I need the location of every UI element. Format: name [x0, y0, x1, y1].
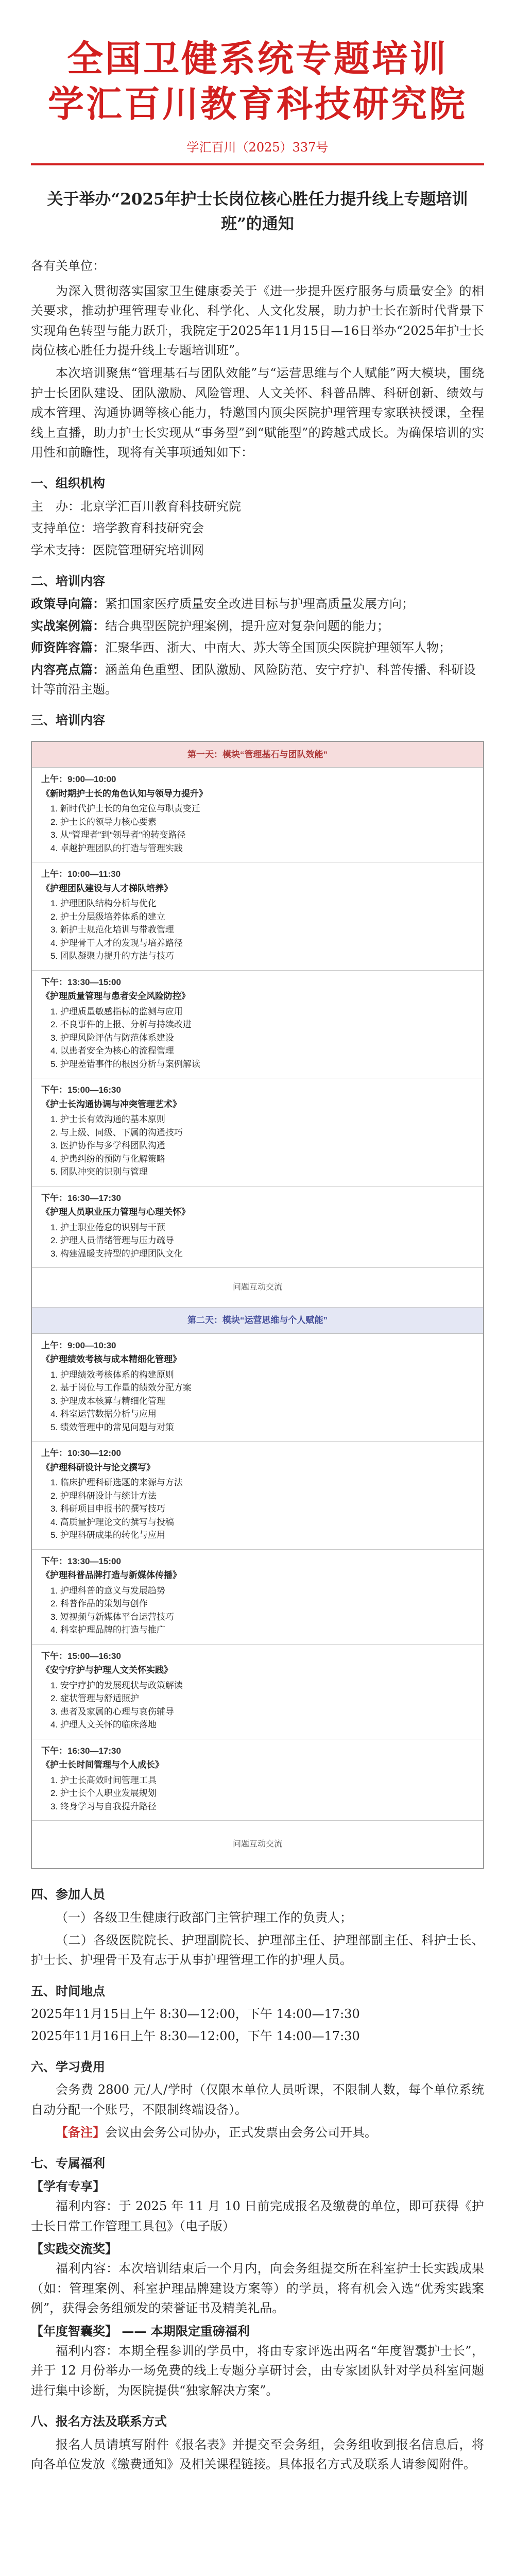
day1-band: 第一天：模块“管理基石与团队效能”: [32, 742, 483, 768]
day1-modules: [32, 768, 483, 1268]
notice-title: 关于举办“2025年护士长岗位核心胜任力提升线上专题培训班”的通知: [47, 190, 468, 234]
module-item: 1. 护士长有效沟通的基本原则: [50, 1114, 165, 1125]
section-heading-registration: 八、报名方法及联系方式: [31, 2414, 167, 2429]
module-item: 4. 卓越护理团队的打造与管理实践: [50, 843, 183, 853]
schedule-module: [32, 1078, 483, 1187]
greeting: 各有关单位：: [31, 259, 105, 274]
interaction-break: 问题互动交流: [32, 1268, 483, 1308]
module-item: 2. 科普作品的策划与创作: [50, 1599, 148, 1609]
module-time: 上午：10:30—12:00: [41, 1448, 121, 1459]
content-row: [31, 638, 484, 657]
module-item: 3. 新护士规范化培训与带教管理: [50, 925, 174, 935]
module-item: 5. 团队凝聚力提升的方法与技巧: [50, 951, 174, 961]
schedule-table: [31, 741, 484, 1870]
module-item: 1. 临床护理科研选题的来源与方法: [50, 1478, 183, 1488]
document-number: 学汇百川（2025）337号: [186, 140, 329, 155]
module-item: 1. 护理绩效考核体系的构建原则: [50, 1369, 174, 1380]
schedule-module: [32, 862, 483, 971]
org-row: [31, 518, 484, 538]
content-value: 结合典型医院护理案例，提升应对复杂问题的能力；: [105, 618, 389, 633]
module-time: 上午：9:00—10:30: [41, 1340, 116, 1350]
benefit-title: 【实践交流奖】: [31, 2241, 117, 2257]
module-time: 上午：10:00—11:30: [41, 869, 121, 879]
fee-note: [31, 2123, 484, 2142]
module-item: 5. 团队冲突的识别与管理: [50, 1167, 148, 1177]
schedule-module: [32, 768, 483, 862]
content-row: [31, 594, 484, 614]
module-item: 4. 高质量护理论文的撰写与投稿: [50, 1517, 174, 1527]
participants-item: （二）各级医院院长、护理副院长、护理部主任、护理部副主任、科护士长、护士长、护理骨干及有志于从事护理管理工作的护理人员。: [31, 1933, 484, 1968]
module-item: 1. 护理科普的意义与发展趋势: [50, 1585, 165, 1596]
module-item: 5. 绩效管理中的常见问题与对策: [50, 1422, 174, 1432]
fee-note-text: 会议由会务公司协办，正式发票由会务公司开具。: [105, 2125, 377, 2140]
content-value: 汇聚华西、浙大、中南大、苏大等全国顶尖医院护理领军人物；: [105, 640, 451, 655]
module-item: 4. 护理人文关怀的临床落地: [50, 1720, 157, 1730]
module-item: 1. 护理质量敏感指标的监测与应用: [50, 1006, 183, 1016]
time-row: 2025年11月16日上午 8:30—12:00，下午 14:00—17:30: [31, 2028, 360, 2043]
module-item: 3. 从“管理者”到“领导者”的转变路径: [50, 830, 186, 840]
interaction-break: 问题互动交流: [232, 1840, 282, 1849]
benefit-title: 【年度智囊奖】 —— 本期限定重磅福利: [31, 2323, 250, 2338]
fee-text: 会务费 2800 元/人/学时（仅限本单位人员听课，不限制人数，每个单位系统自动分配一个账号，不限制终端设备）。: [31, 2082, 484, 2117]
module-item: 5. 护理差错事件的根因分析与案例解读: [50, 1059, 200, 1069]
benefit-text: 福利内容：本期全程参训的学员中，将由专家评选出两名“年度智囊护士长”，并于 12 月份举办一场免费的线上专题分享研讨会，由专家团队针对学员科室问题进行集中诊断，为医院提供“独家解决方案”。: [31, 2344, 484, 2398]
module-item: 3. 短视频与新媒体平台运营技巧: [50, 1612, 174, 1622]
schedule-module: [32, 1739, 483, 1821]
module-item: 2. 与上级、同级、下属的沟通技巧: [50, 1127, 183, 1138]
module-item: 2. 护士分层级培养体系的建立: [50, 911, 165, 922]
org-row-value: 医院管理研究培训网: [93, 543, 204, 557]
module-item: 2. 护理人员情绪管理与压力疏导: [50, 1235, 174, 1246]
content-label: 内容亮点篇：: [31, 662, 105, 677]
module-item: 4. 护理骨干人才的发现与培养路径: [50, 938, 183, 948]
section-heading-organization: 一、组织机构: [31, 476, 105, 491]
intro-paragraph-2: 本次培训聚焦“管理基石与团队效能”与“运营思维与个人赋能”两大模块，围绕护士长团队建设、团队激励、风险管理、人文关怀、科普品牌、科研创新、绩效与成本管理、沟通协调等核心能力，特邀国内顶尖医院护理管理专家联袂授课，全程线上直播，助力护士长实现从“事务型”到“赋能型”的跨越式成长。为确保培训的实用性和前瞻性，现将有关事项通知如下：: [31, 366, 484, 460]
schedule-module: [32, 1187, 483, 1268]
content-row: [31, 616, 484, 636]
module-item: 1. 新时代护士长的角色定位与职责变迁: [50, 804, 200, 814]
content-label: 政策导向篇：: [31, 596, 105, 612]
module-title: 《护理绩效考核与成本精细化管理》: [41, 1354, 181, 1365]
module-time: 下午：13:30—15:00: [41, 1556, 121, 1566]
module-item: 2. 护理科研设计与统计方法: [50, 1490, 157, 1501]
fee-note-label: 【备注】: [56, 2125, 105, 2140]
section-heading-time: 五、时间地点: [31, 1983, 105, 1998]
module-item: 1. 护理团队结构分析与优化: [50, 899, 157, 909]
module-item: 2. 症状管理与舒适照护: [50, 1693, 139, 1704]
module-title: 《护士长时间管理与个人成长》: [41, 1760, 164, 1770]
content-row: [31, 660, 484, 700]
content-label: 实战案例篇：: [31, 618, 105, 633]
org-row-label: 学术支持：: [31, 543, 93, 557]
module-item: 2. 基于岗位与工作量的绩效分配方案: [50, 1383, 192, 1393]
org-row-value: 培学教育科技研究会: [93, 521, 204, 536]
module-item: 4. 科室运营数据分析与应用: [50, 1409, 157, 1419]
section-heading-content: 二、培训内容: [31, 573, 105, 588]
module-item: 3. 患者及家属的心理与哀伤辅导: [50, 1706, 174, 1717]
red-header: [31, 0, 484, 126]
module-item: 3. 终身学习与自我提升路径: [50, 1801, 157, 1811]
module-item: 1. 护士职业倦怠的识别与干预: [50, 1222, 165, 1232]
module-time: 下午：16:30—17:30: [41, 1193, 121, 1203]
participants-item: （一）各级卫生健康行政部门主管护理工作的负责人；: [56, 1910, 352, 1925]
module-item: 3. 护理成本核算与精细化管理: [50, 1396, 165, 1406]
day2-modules: [32, 1334, 483, 1821]
schedule-module: [32, 1550, 483, 1645]
module-title: 《护士长沟通协调与冲突管理艺术》: [41, 1099, 181, 1109]
module-time: 下午：13:30—15:00: [41, 977, 121, 987]
module-item: 3. 构建温暖支持型的护理团队文化: [50, 1248, 183, 1259]
module-title: 《护理团队建设与人才梯队培养》: [41, 883, 173, 893]
benefit-text: 福利内容：本次培训结束后一个月内，向会务组提交所在科室护士长实践成果（如：管理案例、科室护理品牌建设方案等）的学员，将有机会入选“优秀实践案例”，获得会务组颁发的荣誉证书及精美礼品。: [31, 2261, 484, 2316]
module-title: 《护理人员职业压力管理与心理关怀》: [41, 1207, 190, 1217]
content-value: 涵盖角色重塑、团队激励、风险防范、安宁疗护、科普传播、科研设计等前沿主题。: [31, 662, 476, 697]
org-row-label: 主 办：: [31, 499, 80, 514]
org-row: [31, 540, 484, 560]
module-title: 《护理科研设计与论文撰写》: [41, 1462, 155, 1472]
module-title: 《护理质量管理与患者安全风险防控》: [41, 991, 190, 1002]
org-row-value: 北京学汇百川教育科技研究院: [80, 499, 241, 514]
module-item: 5. 护理科研成果的转化与应用: [50, 1530, 165, 1540]
module-time: 下午：15:00—16:30: [41, 1085, 121, 1095]
module-item: 2. 护士长的领导力核心要素: [50, 817, 157, 827]
module-item: 4. 科室护理品牌的打造与推广: [50, 1625, 165, 1635]
org-row: [31, 497, 484, 516]
day2-band: 第二天：模块“运营思维与个人赋能”: [32, 1308, 483, 1334]
content-label: 师资阵容篇：: [31, 640, 105, 655]
schedule-module: [32, 971, 483, 1079]
module-time: 上午：9:00—10:00: [41, 774, 116, 785]
section-heading-schedule: 三、培训内容: [31, 713, 105, 728]
schedule-module: [32, 1442, 483, 1550]
schedule-module: [32, 1645, 483, 1739]
module-item: 1. 护士长高效时间管理工具: [50, 1775, 157, 1785]
module-item: 4. 护患纠纷的预防与化解策略: [50, 1154, 165, 1164]
section-heading-fee: 六、学习费用: [31, 2059, 105, 2074]
module-title: 《安宁疗护与护理人文关怀实践》: [41, 1665, 173, 1675]
module-time: 下午：16:30—17:30: [41, 1745, 121, 1756]
schedule-module: [32, 1334, 483, 1442]
module-item: 4. 以患者安全为核心的流程管理: [50, 1046, 174, 1056]
benefit-text: 福利内容：于 2025 年 11 月 10 日前完成报名及缴费的单位，即可获得《护士长日常工作管理工具包》（电子版）: [31, 2199, 484, 2233]
module-item: 2. 不良事件的上报、分析与持续改进: [50, 1020, 192, 1030]
registration-text: 报名人员请填写附件《报名表》并提交至会务组，会务组收到报名信息后，将向各单位发放《缴费通知》及相关课程链接。具体报名方式及联系人请参阅附件。: [31, 2437, 484, 2471]
section-heading-benefits: 七、专属福利: [31, 2156, 105, 2171]
section-heading-participants: 四、参加人员: [31, 1887, 105, 1902]
module-item: 3. 护理风险评估与防范体系建设: [50, 1032, 174, 1043]
time-row: 2025年11月15日上午 8:30—12:00，下午 14:00—17:30: [31, 2007, 360, 2022]
module-item: 2. 护士长个人职业发展规划: [50, 1788, 157, 1799]
module-item: 1. 安宁疗护的发展现状与政策解读: [50, 1680, 183, 1690]
module-item: 3. 科研项目申报书的撰写技巧: [50, 1504, 165, 1514]
intro-paragraph-1: 为深入贯彻落实国家卫生健康委关于《进一步提升医疗服务与质量安全》的相关要求，推动护理管理专业化、科学化、人文化发展，助力护士长在新时代背景下实现角色转型与能力跃升，我院定于2025年11月15日—16日举办“2025年护士长岗位核心胜任力提升线上专题培训班”。: [31, 283, 484, 358]
module-title: 《新时期护士长的角色认知与领导力提升》: [41, 788, 208, 799]
header-line-2: 学汇百川教育科技研究院: [48, 82, 467, 125]
module-item: 3. 医护协作与多学科团队沟通: [50, 1141, 165, 1151]
content-value: 紧扣国家医疗质量安全改进目标与护理高质量发展方向；: [105, 597, 414, 612]
module-time: 下午：15:00—16:30: [41, 1651, 121, 1661]
red-divider: [31, 163, 484, 165]
org-row-label: 支持单位：: [31, 521, 93, 536]
benefit-title: 【学有专享】: [31, 2178, 105, 2194]
module-title: 《护理科普品牌打造与新媒体传播》: [41, 1570, 181, 1581]
header-line-1: 全国卫健系统专题培训: [67, 37, 448, 80]
